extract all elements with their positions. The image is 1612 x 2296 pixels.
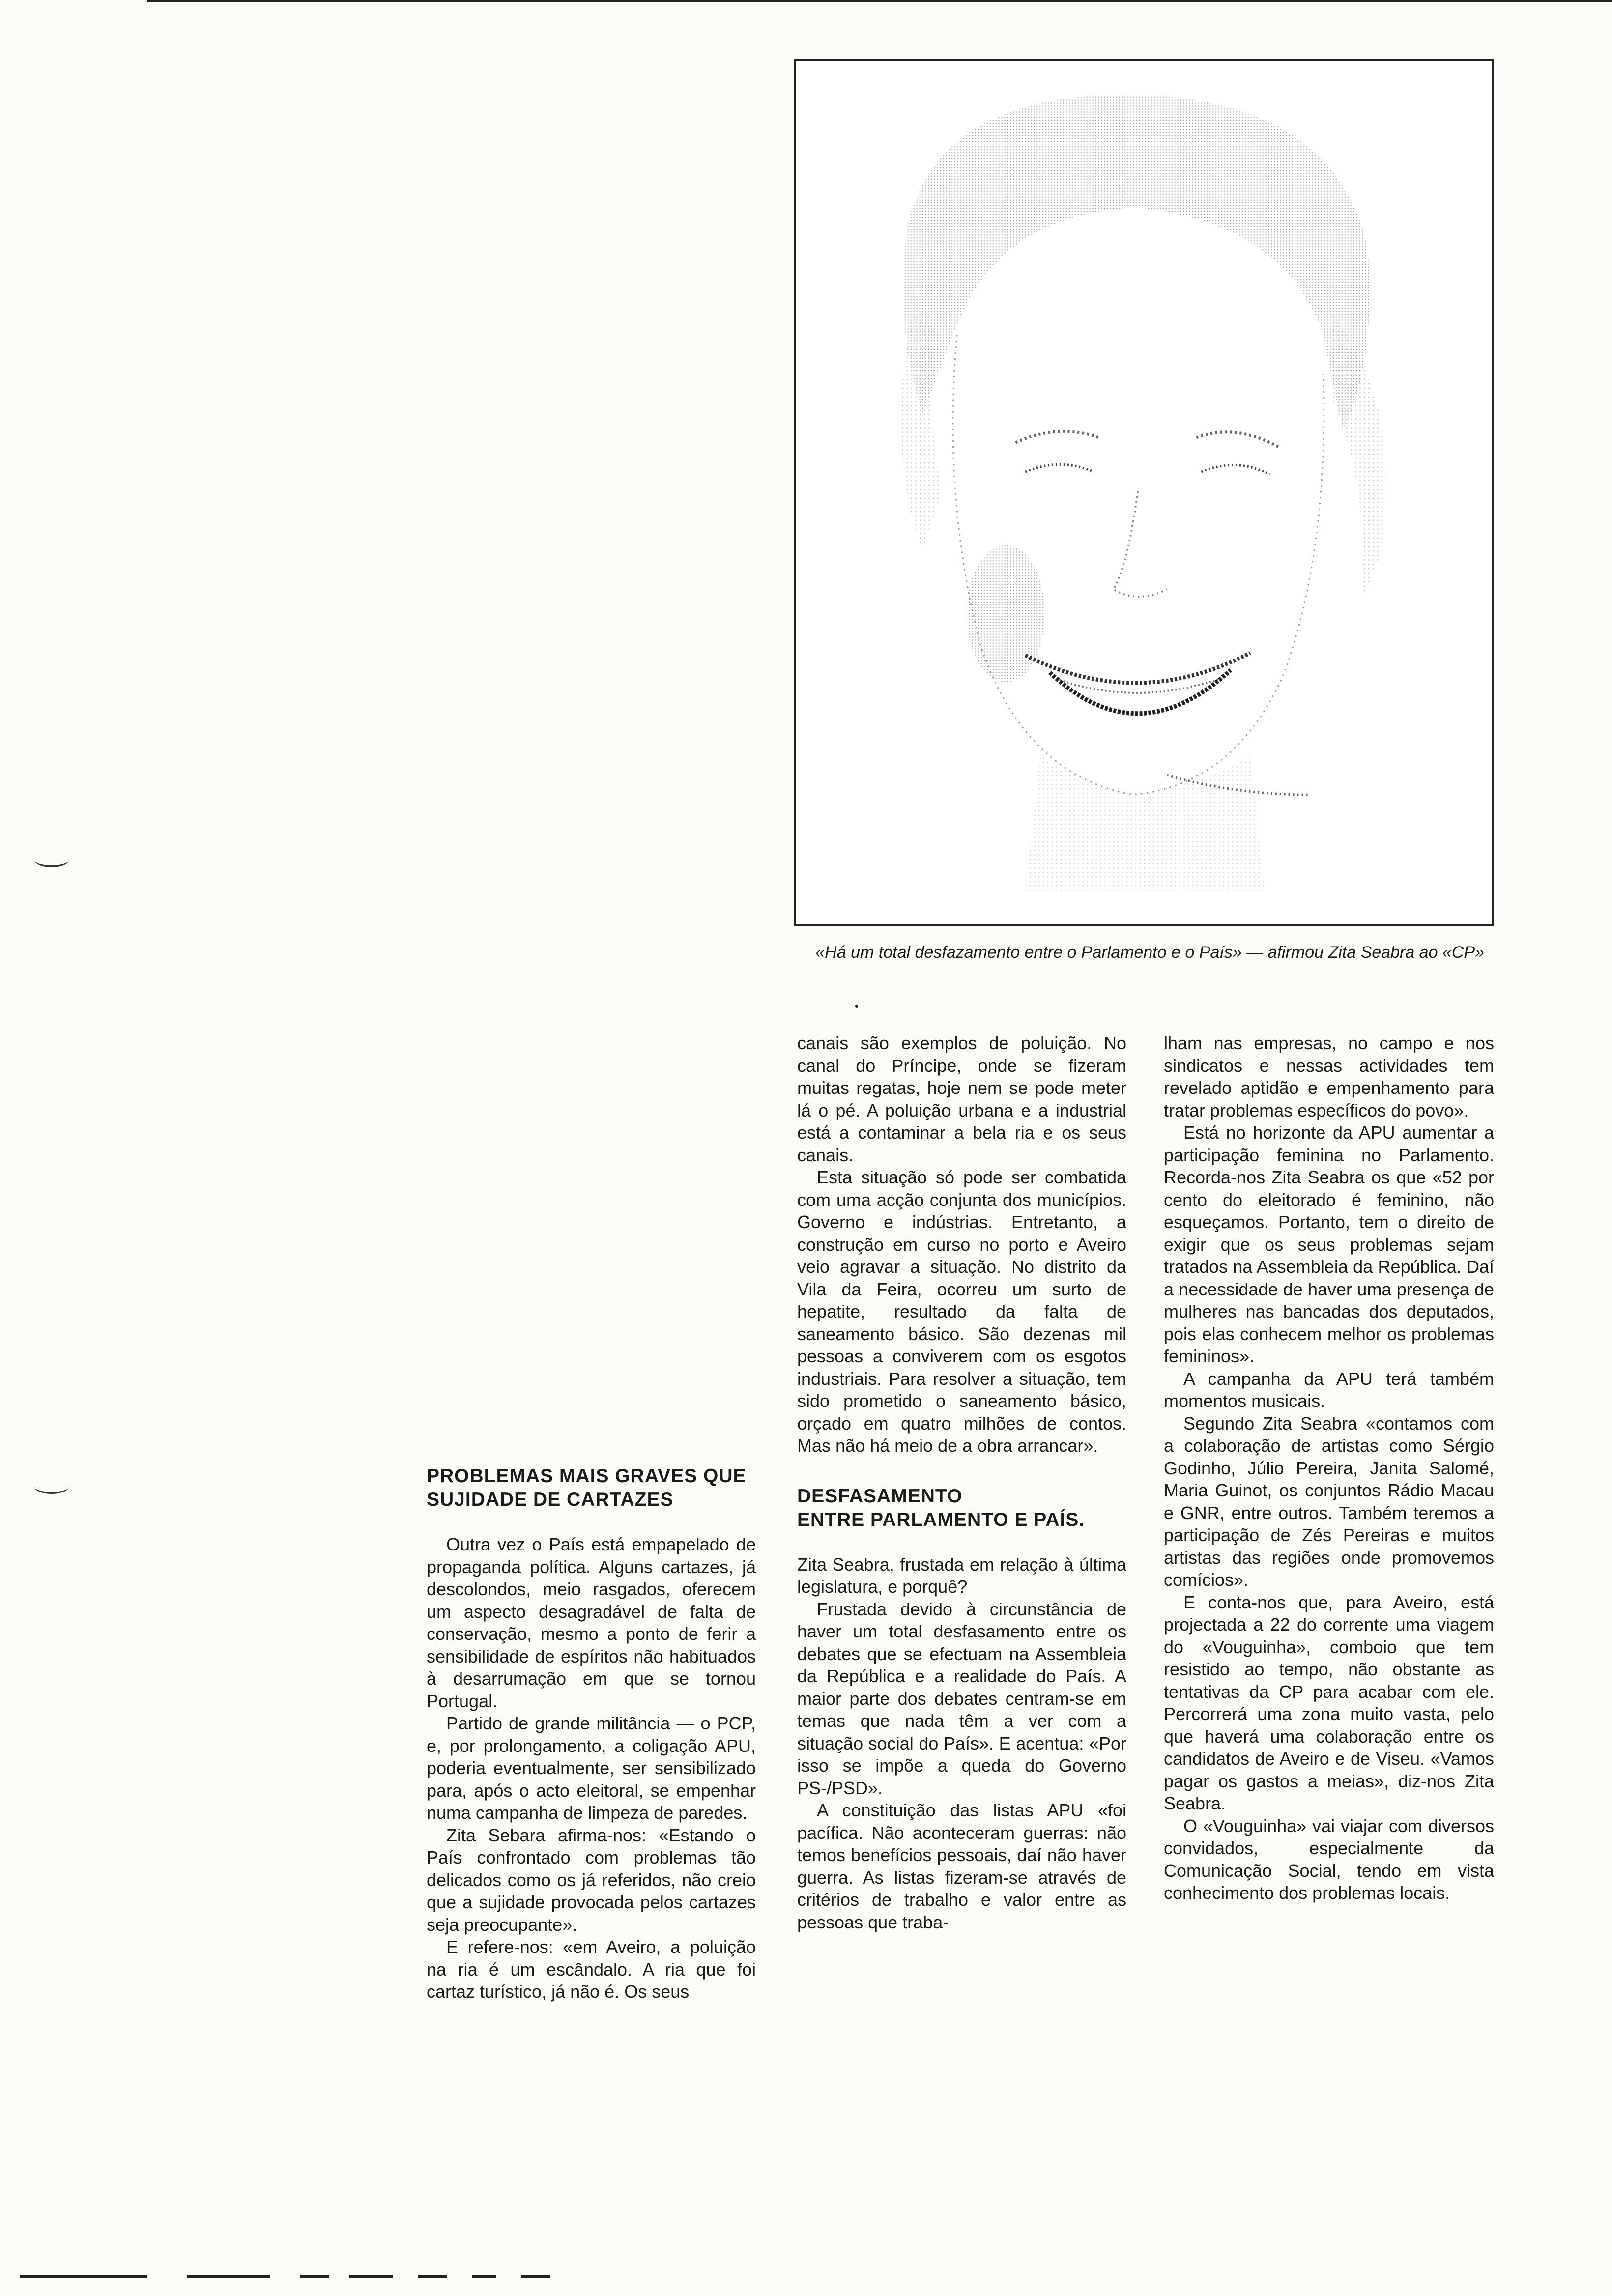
paragraph: Zita Sebara afirma-nos: «Estando o País confrontado com problemas tão delicados como os já referidos, não creio que a sujidade provocada pelos cartazes seja preocupante». — [427, 1825, 756, 1935]
heading-line: SUJIDADE DE CARTAZES — [427, 1489, 674, 1510]
photo-caption: «Há um total desfazamento entre o Parlamento e o País» — afirmou Zita Seabra ao «CP» — [815, 943, 1484, 962]
portrait-photo — [794, 59, 1494, 926]
paragraph: A campanha da APU terá também momentos musicais. — [1164, 1368, 1494, 1411]
paragraph: E refere-nos: «em Aveiro, a poluição na ria é um escândalo. A ria que foi cartaz turístico, já não é. Os seus — [427, 1937, 756, 2002]
paragraph: Partido de grande militância — o PCP, e, por prolongamento, a coligação APU, poderia eventualmente, ser sensibilizado para, após o acto eleitoral, se empenhar numa campanha de limpeza de paredes. — [427, 1713, 756, 1823]
heading-line: ENTRE PARLAMENTO E PAÍS. — [797, 1509, 1085, 1530]
margin-mark-upper — [34, 853, 69, 867]
paragraph: Outra vez o País está empapelado de propaganda política. Alguns cartazes, já descolondos, meio rasgados, oferecem um aspecto desagradável de falta de conservação, mesmo a ponto de ferir a sensibilidade de espíritos não habituados à desarrumação em que se tornou Portugal. — [427, 1534, 756, 1711]
bottom-rule-segment — [20, 2275, 147, 2278]
bottom-rule-segment — [418, 2275, 447, 2278]
column-middle — [797, 1032, 1126, 1933]
paragraph: Segundo Zita Seabra «contamos com a colaboração de artistas como Sérgio Godinho, Júlio Pereira, Janita Salomé, Maria Guinot, os conjuntos Rádio Macau e GNR, entre outros. Também teremos a participação de Zés Pereiras e muitos artistas das regiões onde promovemos comícios». — [1164, 1413, 1494, 1590]
paragraph: E conta-nos que, para Aveiro, está projectada a 22 do corrente uma viagem do «Vouguinha», comboio que tem resistido ao tempo, não obstante as tentativas da CP para acabar com ele. Percorrerá uma zona muito vasta, pelo que haverá uma colaboração entre os candidatos de Aveiro e de Viseu. «Vamos pagar os gastos a meias», diz-nos Zita Seabra. — [1164, 1592, 1494, 1813]
section-heading-desfasamento — [797, 1485, 1126, 1532]
paragraph: A constituição das listas APU «foi pacífica. Não aconteceram guerras: não temos benefícios pessoais, daí não haver guerra. As listas fizeram-se através de critérios de trabalho e valor entre as pessoas que traba- — [797, 1800, 1126, 1932]
bottom-rule-segment — [521, 2275, 550, 2278]
paragraph: Esta situação só pode ser combatida com uma acção conjunta dos municípios. Governo e indústrias. Entretanto, a construção em curso no porto e Aveiro veio agravar a situação. No distrito da Vila da Feira, ocorreu um surto de hepatite, resultado da falta de saneamento básico. São dezenas mil pessoas a conviverem com os esgotos industriais. Para resolver a situação, tem sido prometido o saneamento básico, orçado em quatro milhões de contos. Mas não há meio de a obra arrancar». — [797, 1167, 1126, 1456]
paragraph: Frustada devido à circunstância de haver um total desfasamento entre os debates que se efectuam na Assembleia da República e a realidade do País. A maior parte dos debates centram-se em temas que nada têm a ver com a situação social do País». E acentua: «Por isso se impõe a queda do Governo PS-/PSD». — [797, 1599, 1126, 1798]
heading-line: DESFASAMENTO — [797, 1485, 963, 1507]
column-left — [427, 1464, 756, 2003]
paragraph: Zita Seabra, frustada em relação à última legislatura, e porquê? — [797, 1554, 1126, 1597]
bottom-rule-segment — [349, 2275, 393, 2278]
paragraph: canais são exemplos de poluição. No canal do Príncipe, onde se fizeram muitas regatas, hoje nem se pode meter lá o pé. A poluição urbana e a industrial está a contaminar a bela ria e os seus canais. — [797, 1033, 1126, 1165]
ornament-dot — [855, 1005, 858, 1008]
bottom-rule-segment — [300, 2275, 329, 2278]
section-heading-cartazes — [427, 1464, 756, 1512]
bottom-rule-segment — [187, 2275, 270, 2278]
bottom-rule-segment — [472, 2275, 496, 2278]
heading-line: PROBLEMAS MAIS GRAVES QUE — [427, 1465, 747, 1487]
paragraph: Está no horizonte da APU aumentar a participação feminina no Parlamento. Recorda-nos Zita Seabra os que «52 por cento do eleitorado é feminino, não esqueçamos. Portanto, tem o direito de exigir que os seus problemas sejam tratados na Assembleia da República. Daí a necessidade de haver uma presença de mulheres nas bancadas dos deputados, pois elas conhecem melhor os problemas femininos». — [1164, 1122, 1494, 1366]
paragraph: O «Vouguinha» vai viajar com diversos convidados, especialmente da Comunicação Social, tendo em vista conhecimento dos problemas locais. — [1164, 1815, 1494, 1903]
column-right — [1164, 1032, 1494, 1904]
top-rule — [147, 0, 1612, 2]
margin-mark-lower — [34, 1479, 69, 1494]
paragraph: lham nas empresas, no campo e nos sindicatos e nessas actividades tem revelado aptidão e empenhamento para tratar problemas específicos do povo». — [1164, 1033, 1494, 1120]
